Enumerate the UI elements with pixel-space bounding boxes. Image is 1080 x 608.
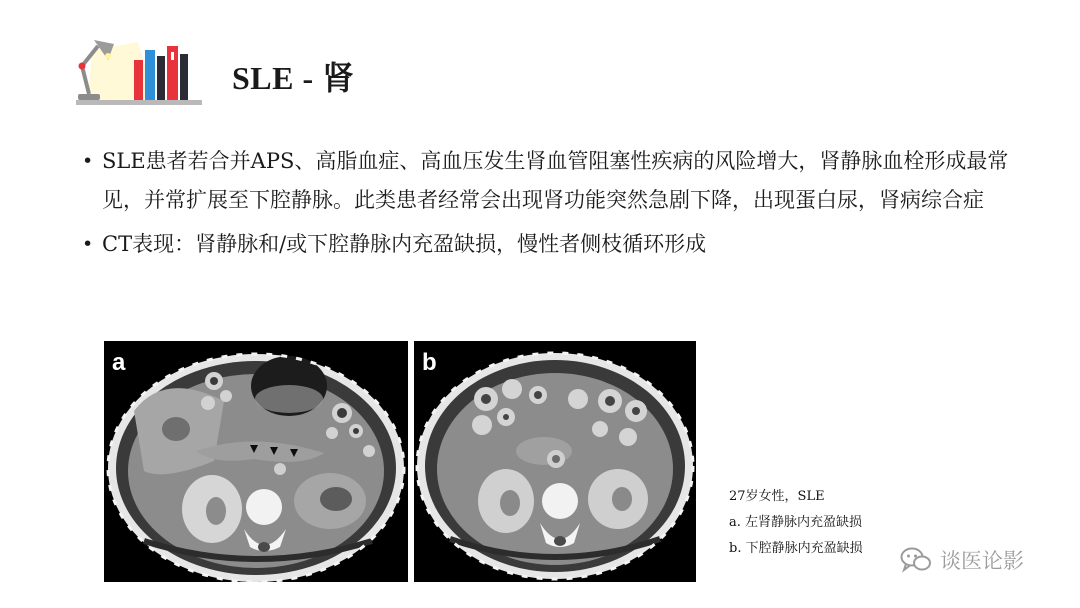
caption-line: b. 下腔静脉内充盈缺损 xyxy=(729,541,863,556)
wechat-icon xyxy=(900,546,932,574)
panel-label-b: b xyxy=(422,349,437,376)
bullet-item: • SLE患者若合并APS、高脂血症、高血压发生肾血管阻塞性疾病的风险增大，肾静脉血栓形成最常见，并常扩展至下腔静脉。此类患者经常会出现肾功能突然急剧下降，出现蛋白尿，肾病综合症 xyxy=(82,142,1012,220)
caption-line: 27岁女性，SLE xyxy=(729,489,825,504)
watermark xyxy=(900,542,1024,578)
ct-image-a xyxy=(104,341,408,582)
bullet-item: • CT表现：肾静脉和/或下腔静脉内充盈缺损，慢性者侧枝循环形成 xyxy=(82,225,1012,264)
figure-caption xyxy=(729,484,863,562)
bullet-list xyxy=(82,142,1012,264)
watermark-text: 谈医论影 xyxy=(940,549,1024,573)
caption-line: a. 左肾静脉内充盈缺损 xyxy=(729,515,863,530)
ct-image-b xyxy=(414,341,696,582)
panel-label-a: a xyxy=(112,349,126,376)
slide-title: SLE - 肾 xyxy=(232,60,355,96)
desk-lamp-books-icon xyxy=(74,36,206,108)
